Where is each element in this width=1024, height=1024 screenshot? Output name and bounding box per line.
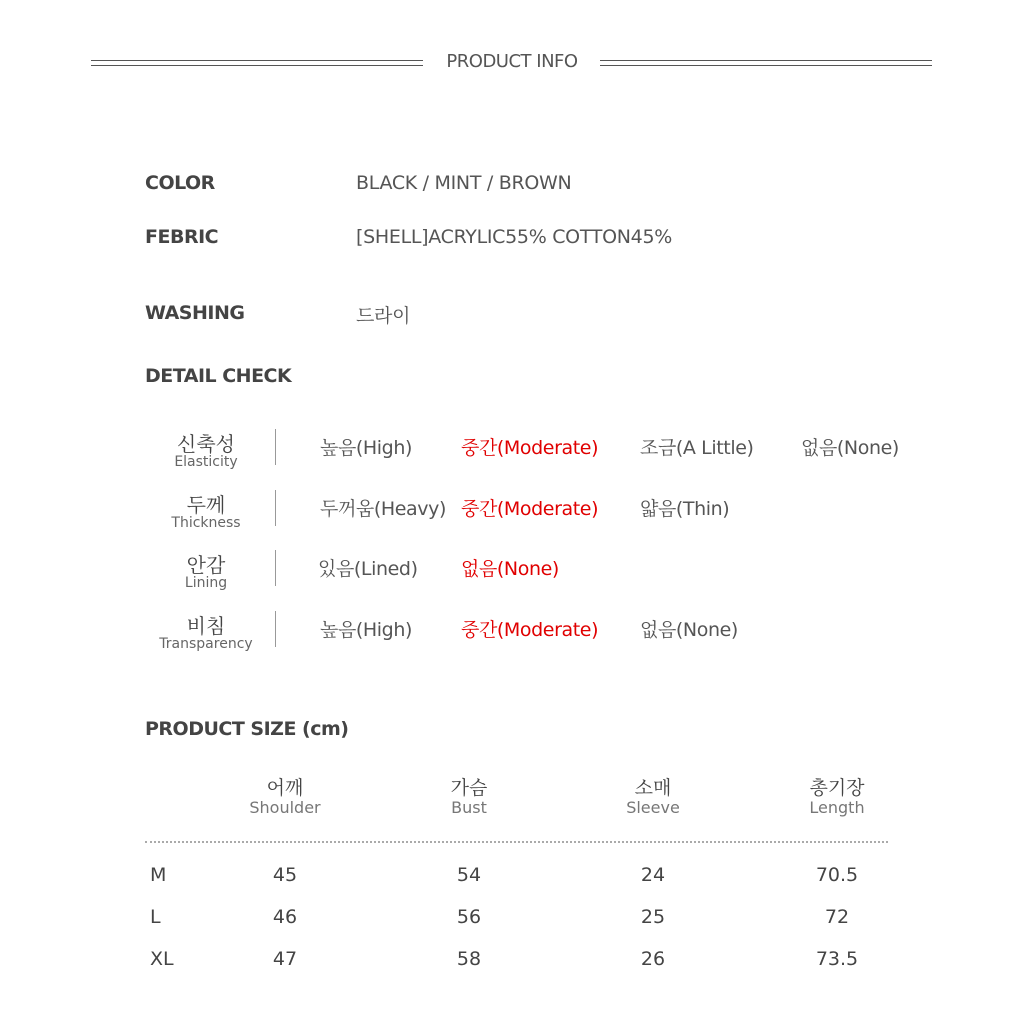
detail-row-separator xyxy=(275,611,276,647)
detail-option: 얇음(Thin) xyxy=(640,498,730,520)
detail-option-selected: 중간(Moderate) xyxy=(461,498,599,520)
detail-row-label-en: Transparency xyxy=(159,636,253,652)
size-column-header-en: Length xyxy=(809,798,865,817)
product-size-title: PRODUCT SIZE (cm) xyxy=(145,718,349,740)
detail-option-selected: 중간(Moderate) xyxy=(461,619,599,641)
detail-row-separator xyxy=(275,550,276,586)
detail-row-label-ko: 안감 xyxy=(186,553,226,577)
detail-option: 두꺼움(Heavy) xyxy=(320,498,446,520)
detail-row-label-en: Thickness xyxy=(171,515,241,531)
size-table-cell: 58 xyxy=(456,948,482,970)
size-table-cell: 25 xyxy=(640,906,666,928)
section-title: PRODUCT INFO xyxy=(446,51,578,72)
size-row-label: XL xyxy=(150,948,174,970)
size-table-cell: 46 xyxy=(272,906,298,928)
detail-row-label-en: Elasticity xyxy=(174,454,238,470)
fabric-label: FEBRIC xyxy=(145,226,219,248)
detail-row-label-en: Lining xyxy=(184,575,228,591)
detail-row-separator xyxy=(275,429,276,465)
washing-label: WASHING xyxy=(145,302,245,324)
header-rule-left xyxy=(91,60,423,66)
washing-value: 드라이 xyxy=(356,305,411,327)
size-table-cell: 47 xyxy=(272,948,298,970)
size-column-header-ko: 가슴 xyxy=(450,777,488,799)
size-row-label: M xyxy=(150,864,167,886)
detail-check-title: DETAIL CHECK xyxy=(145,365,292,387)
size-table-cell: 72 xyxy=(824,906,850,928)
size-row-label: L xyxy=(150,906,161,928)
fabric-value: [SHELL]ACRYLIC55% COTTON45% xyxy=(356,226,672,248)
detail-row-label-ko: 신축성 xyxy=(177,432,235,456)
detail-option: 없음(None) xyxy=(801,437,899,459)
detail-row-label-ko: 비침 xyxy=(186,614,226,638)
detail-row-label-ko: 두께 xyxy=(186,493,226,517)
size-table-cell: 54 xyxy=(456,864,482,886)
detail-option: 없음(None) xyxy=(640,619,738,641)
color-label: COLOR xyxy=(145,172,215,194)
detail-option-selected: 없음(None) xyxy=(461,558,559,580)
detail-option: 조금(A Little) xyxy=(640,437,754,459)
size-column-header-ko: 어깨 xyxy=(266,777,304,799)
detail-row-separator xyxy=(275,490,276,526)
size-table-divider xyxy=(145,841,888,843)
detail-option-selected: 중간(Moderate) xyxy=(461,437,599,459)
size-column-header-ko: 소매 xyxy=(634,777,672,799)
size-column-header-ko: 총기장 xyxy=(809,777,865,799)
size-column-header-en: Shoulder xyxy=(249,798,321,817)
detail-option: 높음(High) xyxy=(320,619,413,641)
header-rule-right xyxy=(600,60,932,66)
size-table-cell: 70.5 xyxy=(815,864,859,886)
size-column-header-en: Bust xyxy=(451,798,487,817)
color-value: BLACK / MINT / BROWN xyxy=(356,172,572,194)
size-column-header-en: Sleeve xyxy=(626,798,680,817)
size-table-cell: 56 xyxy=(456,906,482,928)
size-table-cell: 24 xyxy=(640,864,666,886)
detail-option: 높음(High) xyxy=(320,437,413,459)
size-table-cell: 73.5 xyxy=(815,948,859,970)
size-table-cell: 26 xyxy=(640,948,666,970)
size-table-cell: 45 xyxy=(272,864,298,886)
detail-option: 있음(Lined) xyxy=(318,558,418,580)
